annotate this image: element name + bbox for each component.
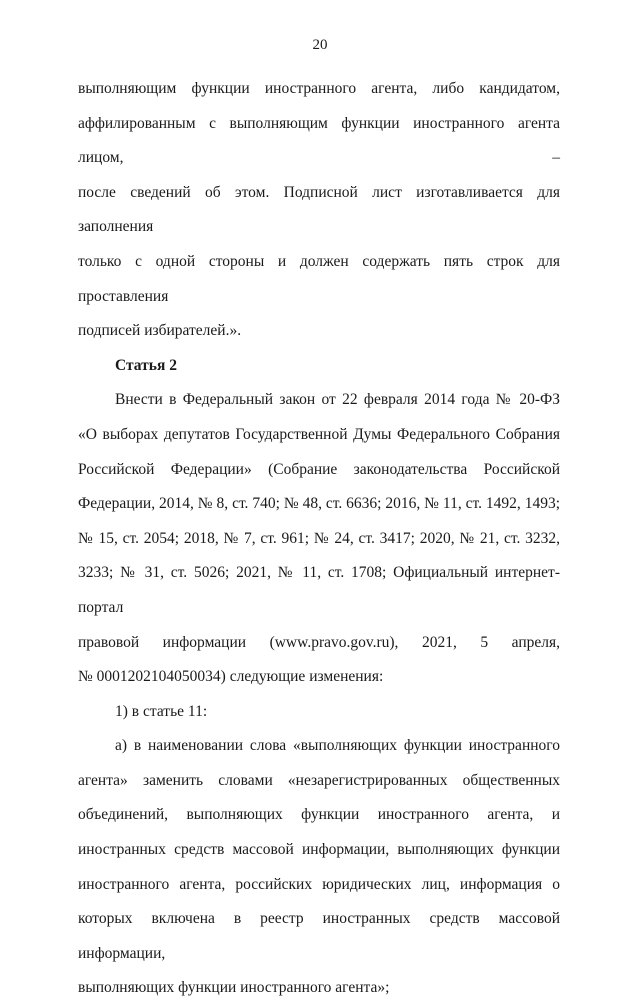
- text-line: Российской Федерации» (Собрание законодательства Российской: [78, 460, 560, 478]
- text-line: после сведений об этом. Подписной лист изготавливается для заполнения: [78, 183, 560, 236]
- text-line: а) в наименовании слова «выполняющих функции иностранного: [115, 737, 560, 755]
- page-number: 20: [312, 37, 328, 53]
- list-item: 1) в статье 11:: [115, 702, 208, 720]
- text-line: выполняющих функции иностранного агента»;: [78, 979, 390, 997]
- text-line: подписей избирателей.».: [78, 322, 242, 340]
- text-line: Внести в Федеральный закон от 22 февраля 2014 года № 20-ФЗ: [115, 391, 560, 409]
- text-line: иностранного агента, российских юридических лиц, информация о: [78, 875, 560, 893]
- text-line: которых включена в реестр иностранных средств массовой информации,: [78, 910, 560, 962]
- text-line: аффилированным с выполняющим функции иностранного агента лицом, –: [78, 114, 560, 167]
- document-body: [78, 72, 560, 1006]
- text-line: № 0001202104050034) следующие изменения:: [78, 668, 384, 686]
- text-line: иностранных средств массовой информации, выполняющих функции: [78, 841, 560, 859]
- text-line: «О выборах депутатов Государственной Думы Федерального Собрания: [78, 425, 560, 443]
- text-line: выполняющим функции иностранного агента, либо кандидатом,: [78, 80, 560, 97]
- text-line: объединений, выполняющих функции иностранного агента, и: [78, 806, 560, 824]
- text-line: агента» заменить словами «незарегистрированных общественных: [78, 771, 560, 789]
- text-line: 3233; № 31, ст. 5026; 2021, № 11, ст. 1708; Официальный интернет-портал: [78, 564, 560, 616]
- text-line: Федерации, 2014, № 8, ст. 740; № 48, ст. 6636; 2016, № 11, ст. 1492, 1493;: [78, 495, 560, 513]
- text-line: правовой информации (www.pravo.gov.ru), 2021, 5 апреля,: [78, 633, 560, 651]
- text-line: только с одной стороны и должен содержать пять строк для проставления: [78, 252, 560, 305]
- article-heading: Статья 2: [115, 356, 177, 374]
- text-line: № 15, ст. 2054; 2018, № 7, ст. 961; № 24, ст. 3417; 2020, № 21, ст. 3232,: [78, 529, 560, 547]
